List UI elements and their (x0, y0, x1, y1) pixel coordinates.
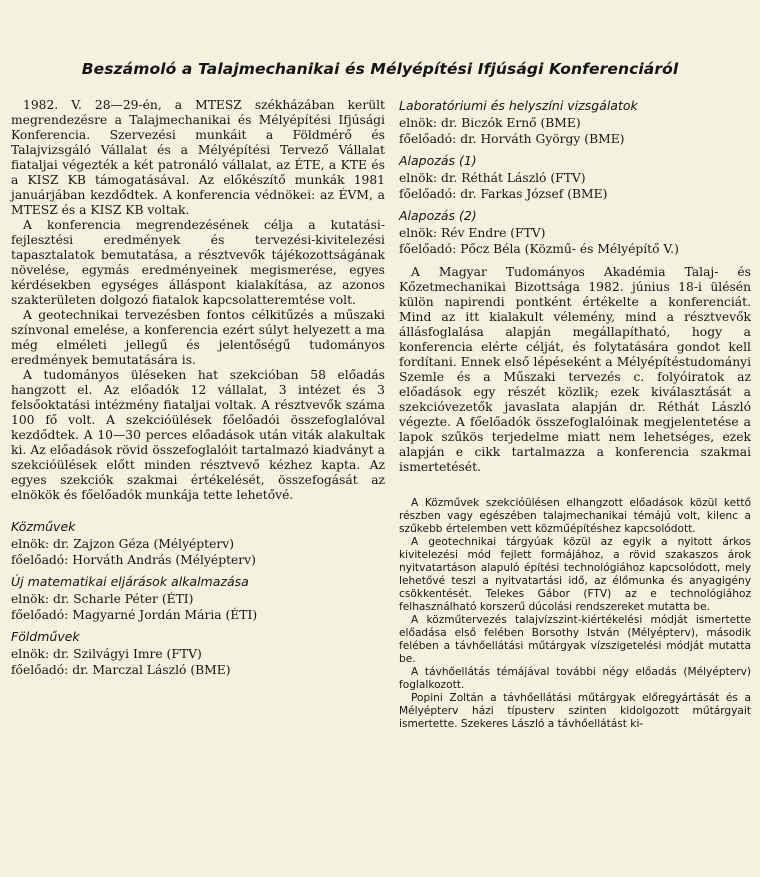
section-block (399, 98, 751, 147)
section-chair: elnök: dr. Réthát László (FTV) (399, 171, 586, 185)
section-heading: Új matematikai eljárások alkalmazása (11, 574, 249, 589)
section-chair: elnök: dr. Szilvágyi Imre (FTV) (11, 647, 202, 661)
section-heading: Közművek (11, 519, 76, 534)
section-block (399, 208, 751, 257)
small-paragraph: A távhőellátás témájával további négy előadás (Mélyépterv) foglalkozott. (399, 666, 751, 691)
section-speaker: főelőadó: dr. Farkas József (BME) (399, 186, 608, 201)
body-paragraph: A konferencia megrendezésének célja a kutatási-fejlesztési eredmények és tervezési-kivitelezési tapasztalatok bemutatása, a résztvevők tájékozottságának növelése, egymás eredményeinek megismerése, egyes kérdésekben egységes álláspont kialakítása, az azonos szakterületen dolgozó fiatalok kapcsolatteremtése volt. (11, 218, 385, 307)
small-paragraph: A közműtervezés talajvízszint-kiértékelési módját ismertette előadása első felében Borsothy István (Mélyépterv), második felében a távhőellátási műtárgyak vízszigetelési módját mutatta be. (399, 614, 751, 665)
section-speaker: főelőadó: dr. Marczal László (BME) (11, 662, 231, 677)
section-chair: elnök: dr. Biczók Ernő (BME) (399, 116, 581, 130)
small-paragraph: Popini Zoltán a távhőellátási műtárgyak előregyártását és a Mélyépterv házi típusterv szinten kidolgozott műtárgyait ismertette. Szekeres László a távhőellátást ki- (399, 692, 751, 730)
section-heading: Laboratóriumi és helyszíni vizsgálatok (399, 98, 638, 113)
body-paragraph: A tudományos üléseken hat szekcióban 58 előadás hangzott el. Az előadók 12 vállalat, 3 intézet és 3 felsőoktatási intézmény fiataljai voltak. A résztvevők száma 100 fő volt. A szekcióülések főelőadói összefoglalóval kezdődtek. A 10—30 perces előadások után viták alakultak ki. Az előadások rövid összefoglalóit tartalmazó kiadványt a szekcióülések előtt minden résztvevő kézhez kapta. Az egyes szekciók szakmai értékelését, összefogását az elnökök és főelőadók munkája tette lehetővé. (11, 368, 385, 502)
section-speaker: főelőadó: Horváth András (Mélyépterv) (11, 552, 256, 567)
section-heading: Alapozás (1) (399, 153, 477, 168)
section-speaker: főelőadó: dr. Horváth György (BME) (399, 131, 625, 146)
section-block (399, 153, 751, 202)
section-chair: elnök: dr. Scharle Péter (ÉTI) (11, 592, 194, 606)
body-paragraph: A Magyar Tudományos Akadémia Talaj- és Kőzetmechanikai Bizottsága 1982. június 18-i ülésén külön napirendi pontként értékelte a konferenciát. Mind az itt kialakult vélemény, mind a résztvevők állásfoglalása alapján megállapítható, hogy a konferencia elérte célját, és folytatására gondot kell fordítani. Ennek első lépéseként a Mélyépítéstudományi Szemle és a Műszaki tervezés c. folyóiratok az előadások egy részét közlik; ezek kiválasztását a szekcióvezetők javaslata alapján dr. Réthát László végezte. A főelőadók összefoglalóinak megjelentetése a lapok szűkös terjedelme miatt nem lehetséges, ezek alapján e cikk tartalmazza a konferencia szakmai ismertetését. (399, 265, 751, 474)
small-paragraph: A geotechnikai tárgyúak közül az egyik a nyitott árkos kivitelezési mód fejlett formájához, a rövid szakaszos árok nyitvatartáson alapuló építési technológiához kapcsolódott, mely lehetővé teszi a nyitvatartási idő, az élőmunka és anyagigény csökkentését. Telekes Gábor (FTV) az e technológiához felhasználható korszerű dúcolási rendszereket mutatta be. (399, 536, 751, 613)
section-block (11, 519, 385, 568)
section-heading: Alapozás (2) (399, 208, 477, 223)
right-column (399, 98, 751, 731)
section-block (11, 574, 385, 623)
section-block (11, 629, 385, 678)
small-paragraph: A Közművek szekcióülésen elhangzott előadások közül kettő részben vagy egészében talajmechanikai témájú volt, kilenc a szűkebb értelemben vett közműépítéshez kapcsolódott. (399, 497, 751, 535)
page-title: Beszámoló a Talajmechanikai és Mélyépítési Ifjúsági Konferenciáról (81, 60, 679, 78)
left-column (11, 98, 385, 678)
section-speaker: főelőadó: Magyarné Jordán Mária (ÉTI) (11, 607, 258, 622)
body-paragraph: A geotechnikai tervezésben fontos célkitűzés a műszaki színvonal emelése, a konferencia ezért súlyt helyezett a ma még elméleti jellegű és jelentőségű tudományos eredmények bemutatására is. (11, 308, 385, 367)
section-chair: elnök: dr. Zajzon Géza (Mélyépterv) (11, 537, 235, 551)
body-paragraph: 1982. V. 28—29-én, a MTESZ székházában került megrendezésre a Talajmechanikai és Mélyépítési Ifjúsági Konferencia. Szervezési munkáit a Földmérő és Talajvizsgáló Vállalat és a Mélyépítési Tervező Vállalat fiataljai végezték a két patronáló vállalat, az ÉTE, a KTE és a KISZ KB támogatásával. Az előkészítő munkák 1981 januárjában kezdődtek. A konferencia védnökei: az ÉVM, a MTESZ és a KISZ KB voltak. (11, 98, 385, 217)
section-heading: Földművek (11, 629, 80, 644)
section-speaker: főelőadó: Pőcz Béla (Közmű- és Mélyépítő V.) (399, 241, 679, 256)
section-chair: elnök: Rév Endre (FTV) (399, 226, 546, 240)
